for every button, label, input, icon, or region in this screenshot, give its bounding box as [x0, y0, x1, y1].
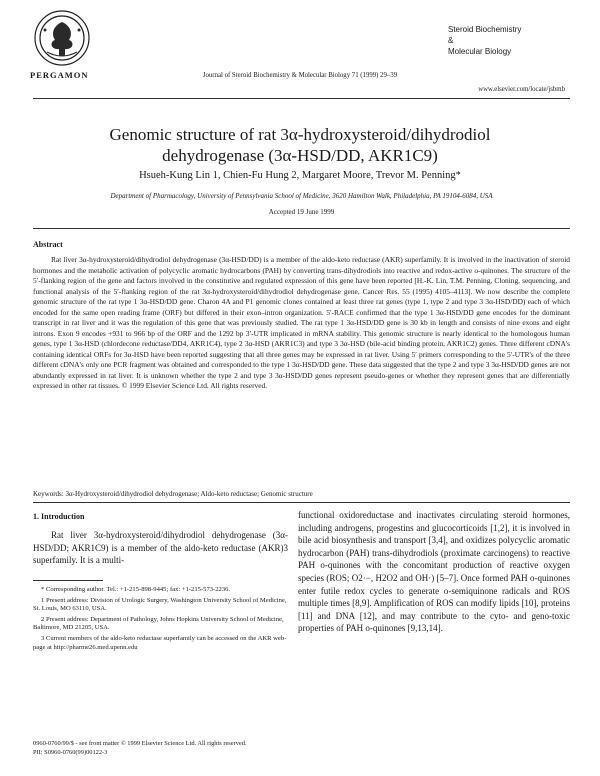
journal-url[interactable]: www.elsevier.com/locate/jsbmb — [478, 86, 565, 93]
footnote-1: 1 Present address: Division of Urologic Surgery, Washington University School of Medicine, St. Louis, MO 63110, USA. — [33, 596, 287, 613]
footnote-corresponding: * Corresponding author. Tel.: +1-215-898-9445; fax: +1-215-573-2236. — [41, 586, 231, 593]
intro-right-column: functional oxidoreductase and inactivates circulating steroid hormones, including androgens, progestins and glucocorticoids [1,2], it is involved in bile acid biosynthesis and transport [3,4], and oxidizes polycyclic aromatic hydrocarbon (PAH) trans-dihydrodiols (proximate carcinogens) to reactive PAH o-quinones with the concomitant production of reactive oxygen species (ROS; O2·−, H2O2 and OH·) [5–7]. Once formed PAH o-quinones enter futile redox cycles to generate o-semiquinone radicals and ROS multiple times [8,9]. Amplification of ROS can modify lipids [10], proteins [11] and DNA [12], and may contribute to the cyto- and geno-toxic properties of PAH o-quinones [9,13,14]. — [298, 510, 570, 634]
journal-logo-line-1: Steroid Biochemistry — [448, 25, 522, 34]
journal-logo-line-2: & — [448, 36, 454, 45]
affiliation: Department of Pharmacology, University of Pennsylvania School of Medicine, 3620 Hamilton Walk, Philadelphia, PA 19104-6084, USA — [110, 192, 493, 200]
journal-logo-line-3: Molecular Biology — [448, 47, 512, 56]
abstract-divider-bottom — [33, 502, 570, 503]
accepted-date: Accepted 19 June 1999 — [268, 208, 335, 216]
author-list: Hsueh-Kung Lin 1, Chien-Fu Hung 2, Margaret Moore, Trevor M. Penning* — [139, 170, 461, 181]
pii-line: PII: S0960-0760(99)00122-3 — [33, 748, 108, 756]
intro-left-column: Rat liver 3α-hydroxysteroid/dihydrodiol dehydrogenase (3α-HSD/DD; AKR1C9) is a member of the aldo-keto reductase (AKR)3 superfamily. It is a multi- — [33, 530, 288, 566]
keywords: Keywords: 3α-Hydroxysteroid/dihydrodiol dehydrogenase; Aldo-keto reductase; Genomic structure — [33, 490, 313, 498]
footnote-divider — [33, 580, 103, 581]
footnotes — [33, 586, 288, 654]
header-divider — [33, 98, 570, 99]
publisher-name: PERGAMON — [30, 70, 89, 80]
journal-citation: Journal of Steroid Biochemistry & Molecular Biology 71 (1999) 29–39 — [202, 72, 398, 79]
copyright-block — [33, 740, 247, 757]
section-heading-introduction: 1. Introduction — [33, 512, 85, 521]
copyright-line: 0960-0760/99/$ - see front matter © 1999 Elsevier Science Ltd. All rights reserved. — [33, 740, 247, 747]
journal-logo — [448, 24, 548, 57]
elsevier-tree-seal-icon — [33, 8, 91, 68]
abstract-heading: Abstract — [33, 240, 63, 249]
abstract-divider-top — [33, 228, 570, 229]
article-title: Genomic structure of rat 3α-hydroxysteroid/dihydrodiol dehydrogenase (3α-HSD/DD, AKR1C9) — [109, 125, 491, 165]
footnote-2: 2 Present address: Department of Pathology, Johns Hopkins University School of Medicine, Baltimore, MD 21205, USA. — [33, 615, 284, 632]
abstract-body: Rat liver 3α-hydroxysteroid/dihydrodiol dehydrogenase (3α-HSD/DD) is a member of the aldo-keto reductase (AKR) superfamily. It is involved in the inactivation of steroid hormones and the metabolic activation of polycyclic aromatic hydrocarbons (PAH) by converting trans-dihydrodiols into reactive and redox-active o-quinones. The structure of the 5′-flanking region of the gene and factors involved in the constitutive and regulated expression of this gene have been reported [H.-K. Lin, T.M. Penning, Cloning, sequencing, and functional analysis of the 5′-flanking region of the rat 3α-hydroxysteroid/dihydrodiol dehydrogenase gene, Cancer Res. 55 (1995) 4105–4113]. We now describe the complete genomic structure of the rat type 1 3α-HSD/DD gene. Charon 4A and P1 genomic clones contained at least three rat genes (type 1, type 2 and type 3 3α-HSD/DD) each of which encoded for the same open reading frame (ORF) but differed in their exon–intron organization. 5′-RACE confirmed that the type 1 3α-HSD/DD gene encodes for the dominant transcript in rat liver and it was the regulation of this gene that was previously studied. The rat type 1 3α-HSD/DD gene is 30 kb in length and consists of nine exons and eight introns. Exon 9 encodes +931 to 966 bp of the ORF and the 1292 bp 3′-UTR implicated in mRNA stability. This genomic structure is nearly identical to the homologous human genes, type 1 3α-HSD (chlordecone reductase/DD4, AKR1C4), type 2 3α-HSD (AKR1C3) and type 3 3α-HSD (bile-acid binding protein, AKR1C2) genes. Three different cDNA's containing identical ORFs for 3α-HSD have been reported suggesting that all three genes may be expressed in rat liver. Using 5′ primers corresponding to the 5′-UTR's of the three different cDNA's only one PCR fragment was obtained and corresponded to the type 1 3α-HSD/DD gene. These data suggested that the type 2 and type 3 3α-HSD/DD genes are not abundantly expressed in rat liver. It is unknown whether the type 2 and type 3 3α-HSD/DD genes represent pseudo-genes or whether they represent genes that are differentially expressed in other rat tissues. © 1999 Elsevier Science Ltd. All rights reserved. — [33, 255, 570, 390]
footnote-3: 3 Current members of the aldo-keto reductase superfamily can be accessed on the AKR web-page at http://pharme26.med.upenn.edu — [33, 634, 287, 651]
